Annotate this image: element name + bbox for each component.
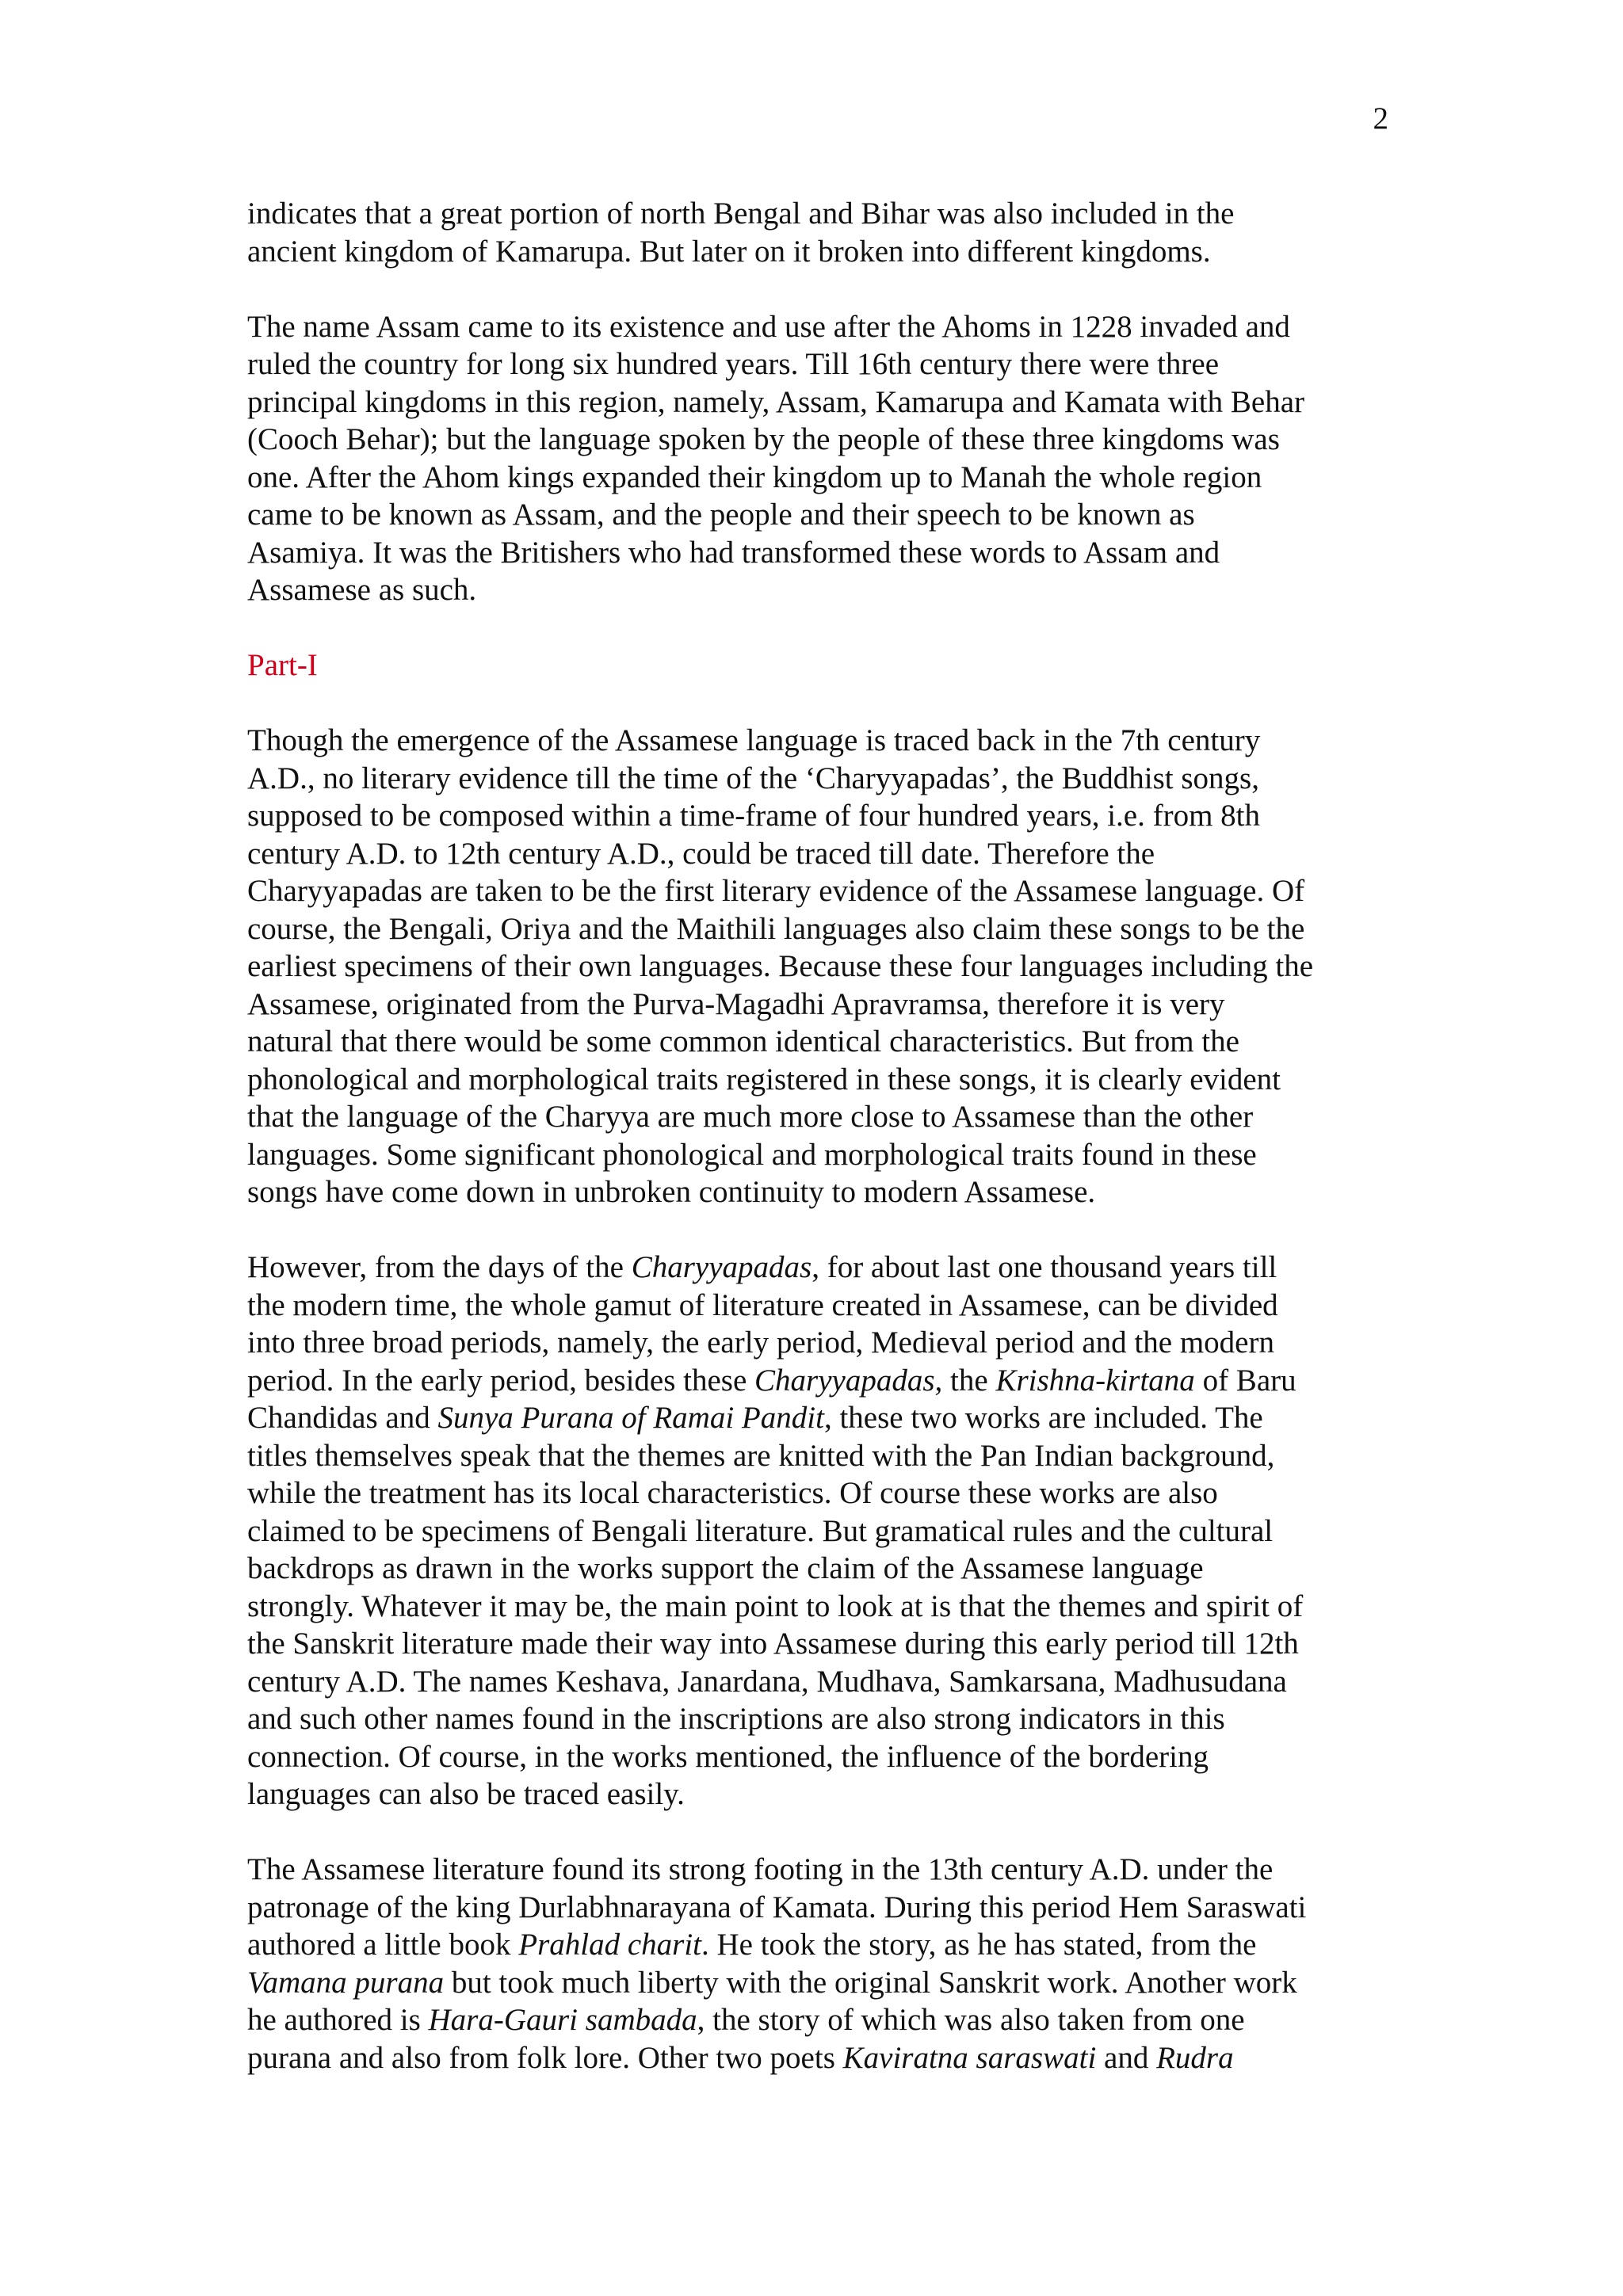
text-run: However, from the days of the	[247, 1250, 632, 1284]
text-run: the	[942, 1363, 996, 1398]
text-line	[247, 1249, 1388, 1287]
paragraph-spacer	[247, 1814, 1388, 1852]
italic-text: Charyyapadas	[631, 1250, 812, 1284]
text-line	[247, 496, 1388, 534]
text-run: purana and also from folk lore. Other two poets	[247, 2040, 843, 2075]
text-run: strongly. Whatever it may be, the main point to look at is that the themes and spirit of	[247, 1589, 1304, 1623]
text-line	[247, 1512, 1388, 1550]
text-line	[247, 986, 1388, 1024]
text-line	[247, 383, 1388, 421]
italic-text: Krishna-kirtana	[995, 1363, 1195, 1398]
text-line	[247, 2039, 1388, 2077]
text-run: languages can also be traced easily.	[247, 1777, 685, 1811]
paragraph	[247, 308, 1388, 609]
text-line	[247, 1474, 1388, 1512]
text-run: (Cooch Behar); but the language spoken by the people of these three kingdoms was	[247, 422, 1280, 456]
text-line	[247, 1287, 1388, 1325]
italic-text: Sunya Purana of Ramai Pandit	[437, 1401, 824, 1435]
text-run: period. In the early period, besides these	[247, 1363, 755, 1398]
text-line	[247, 646, 1388, 685]
text-run: connection. Of course, in the works mentioned, the influence of the bordering	[247, 1739, 1209, 1774]
text-line	[247, 797, 1388, 835]
text-run: , these two works are included. The	[823, 1401, 1263, 1435]
text-run: songs have come down in unbroken continuity to modern Assamese.	[247, 1175, 1096, 1209]
text-run: into three broad periods, namely, the early period, Medieval period and the modern	[247, 1325, 1274, 1360]
text-run: patronage of the king Durlabhnarayana of Kamata. During this period Hem Saraswati	[247, 1890, 1307, 1924]
page-number: 2	[1373, 101, 1388, 135]
text-line	[247, 1324, 1388, 1362]
paragraph-spacer	[247, 609, 1388, 647]
text-run: and	[1096, 2040, 1157, 2075]
text-run: indicates that a great portion of north Bengal and Bihar was also included in the	[247, 196, 1235, 231]
text-line	[247, 722, 1388, 760]
text-run: of Baru	[1194, 1363, 1296, 1398]
text-line	[247, 308, 1388, 346]
text-run: ancient kingdom of Kamarupa. But later on it broken into different kingdoms.	[247, 234, 1211, 269]
text-line	[247, 1663, 1388, 1701]
text-run: came to be known as Assam, and the people and their speech to be known as	[247, 498, 1195, 532]
text-run: one. After the Ahom kings expanded their kingdom up to Manah the whole region	[247, 460, 1262, 494]
italic-text: Hara-Gauri sambada	[428, 2003, 697, 2037]
text-line	[247, 1136, 1388, 1174]
text-run: The name Assam came to its existence and use after the Ahoms in 1228 invaded and	[247, 309, 1290, 344]
text-line	[247, 1362, 1388, 1400]
italic-text: Rudra	[1156, 2040, 1234, 2075]
text-run: century A.D. to 12th century A.D., could be traced till date. Therefore the	[247, 836, 1155, 871]
text-run: Part-I	[247, 648, 318, 682]
text-run: languages. Some significant phonological and morphological traits found in these	[247, 1137, 1257, 1172]
text-run: authored a little book	[247, 1928, 519, 1962]
text-run: phonological and morphological traits registered in these songs, it is clearly evident	[247, 1062, 1281, 1097]
text-line	[247, 1437, 1388, 1475]
text-line	[247, 1625, 1388, 1663]
text-run: Assamese, originated from the Purva-Magadhi Apravramsa, therefore it is very	[247, 986, 1225, 1021]
text-line	[247, 1700, 1388, 1738]
text-line	[247, 1964, 1388, 2002]
text-line	[247, 534, 1388, 572]
text-line	[247, 1588, 1388, 1626]
text-line	[247, 459, 1388, 497]
text-line	[247, 345, 1388, 383]
text-run: while the treatment has its local characteristics. Of course these works are also	[247, 1476, 1218, 1510]
text-line	[247, 2001, 1388, 2039]
text-line	[247, 1550, 1388, 1588]
paragraph-spacer	[247, 1211, 1388, 1249]
text-run: Charyyapadas are taken to be the first literary evidence of the Assamese language. Of	[247, 874, 1305, 908]
text-run: he authored is	[247, 2003, 429, 2037]
text-run: that the language of the Charyya are much more close to Assamese than the other	[247, 1100, 1254, 1134]
text-line	[247, 421, 1388, 459]
text-run: claimed to be specimens of Bengali literature. But gramatical rules and the cultural	[247, 1513, 1274, 1548]
text-run: the Sanskrit literature made their way into Assamese during this early period till 12th	[247, 1627, 1299, 1661]
paragraph-spacer	[247, 270, 1388, 308]
section-heading	[247, 646, 1388, 685]
text-run: century A.D. The names Keshava, Janardana, Mudhava, Samkarsana, Madhusudana	[247, 1664, 1287, 1699]
paragraph-spacer	[247, 685, 1388, 723]
text-line	[247, 1399, 1388, 1437]
paragraph	[247, 1249, 1388, 1814]
text-line	[247, 1889, 1388, 1927]
paragraph	[247, 195, 1388, 270]
text-line	[247, 1738, 1388, 1776]
text-run: earliest specimens of their own languages. Because these four languages including the	[247, 949, 1314, 983]
text-line	[247, 910, 1388, 948]
text-run: but took much liberty with the original Sanskrit work. Another work	[444, 1965, 1297, 2000]
italic-text: Kaviratna saraswati	[842, 2040, 1097, 2075]
italic-text: Prahlad charit	[518, 1928, 701, 1962]
text-run: backdrops as drawn in the works support the claim of the Assamese language	[247, 1551, 1204, 1585]
text-line	[247, 1098, 1388, 1136]
document-body	[247, 195, 1388, 2077]
text-run: titles themselves speak that the themes are knitted with the Pan Indian background,	[247, 1438, 1275, 1473]
paragraph	[247, 1851, 1388, 2077]
text-line	[247, 1173, 1388, 1211]
text-run: principal kingdoms in this region, namely, Assam, Kamarupa and Kamata with Behar	[247, 384, 1304, 419]
text-run: course, the Bengali, Oriya and the Maithili languages also claim these songs to be the	[247, 911, 1305, 946]
text-run: . He took the story, as he has stated, from the	[701, 1928, 1257, 1962]
text-run: Assamese as such.	[247, 573, 477, 607]
text-line	[247, 1023, 1388, 1061]
text-line	[247, 233, 1388, 271]
text-run: A.D., no literary evidence till the time of the ‘Charyyapadas’, the Buddhist songs,	[247, 761, 1259, 795]
text-line	[247, 1851, 1388, 1889]
text-run: , the story of which was also taken from one	[697, 2003, 1245, 2037]
text-line	[247, 571, 1388, 609]
text-run: natural that there would be some common identical characteristics. But from the	[247, 1024, 1239, 1058]
text-run: ruled the country for long six hundred years. Till 16th century there were three	[247, 347, 1220, 381]
text-line	[247, 1775, 1388, 1814]
text-line	[247, 948, 1388, 986]
text-line	[247, 872, 1388, 910]
text-line	[247, 835, 1388, 873]
text-run: The Assamese literature found its strong footing in the 13th century A.D. under the	[247, 1852, 1274, 1886]
text-run: Asamiya. It was the Britishers who had transformed these words to Assam and	[247, 535, 1220, 570]
text-line	[247, 1061, 1388, 1099]
italic-text: Vamana purana	[247, 1965, 445, 2000]
text-run: supposed to be composed within a time-frame of four hundred years, i.e. from 8th	[247, 799, 1260, 833]
text-run: Though the emergence of the Assamese language is traced back in the 7th century	[247, 723, 1261, 757]
text-line	[247, 760, 1388, 798]
text-run: Chandidas and	[247, 1401, 438, 1435]
text-run: , for about last one thousand years till	[812, 1250, 1277, 1284]
text-run: the modern time, the whole gamut of literature created in Assamese, can be divided	[247, 1287, 1278, 1322]
italic-text: Charyyapadas,	[754, 1363, 943, 1398]
paragraph	[247, 722, 1388, 1211]
text-line	[247, 1926, 1388, 1964]
text-line	[247, 195, 1388, 233]
text-run: and such other names found in the inscriptions are also strong indicators in this	[247, 1702, 1225, 1736]
